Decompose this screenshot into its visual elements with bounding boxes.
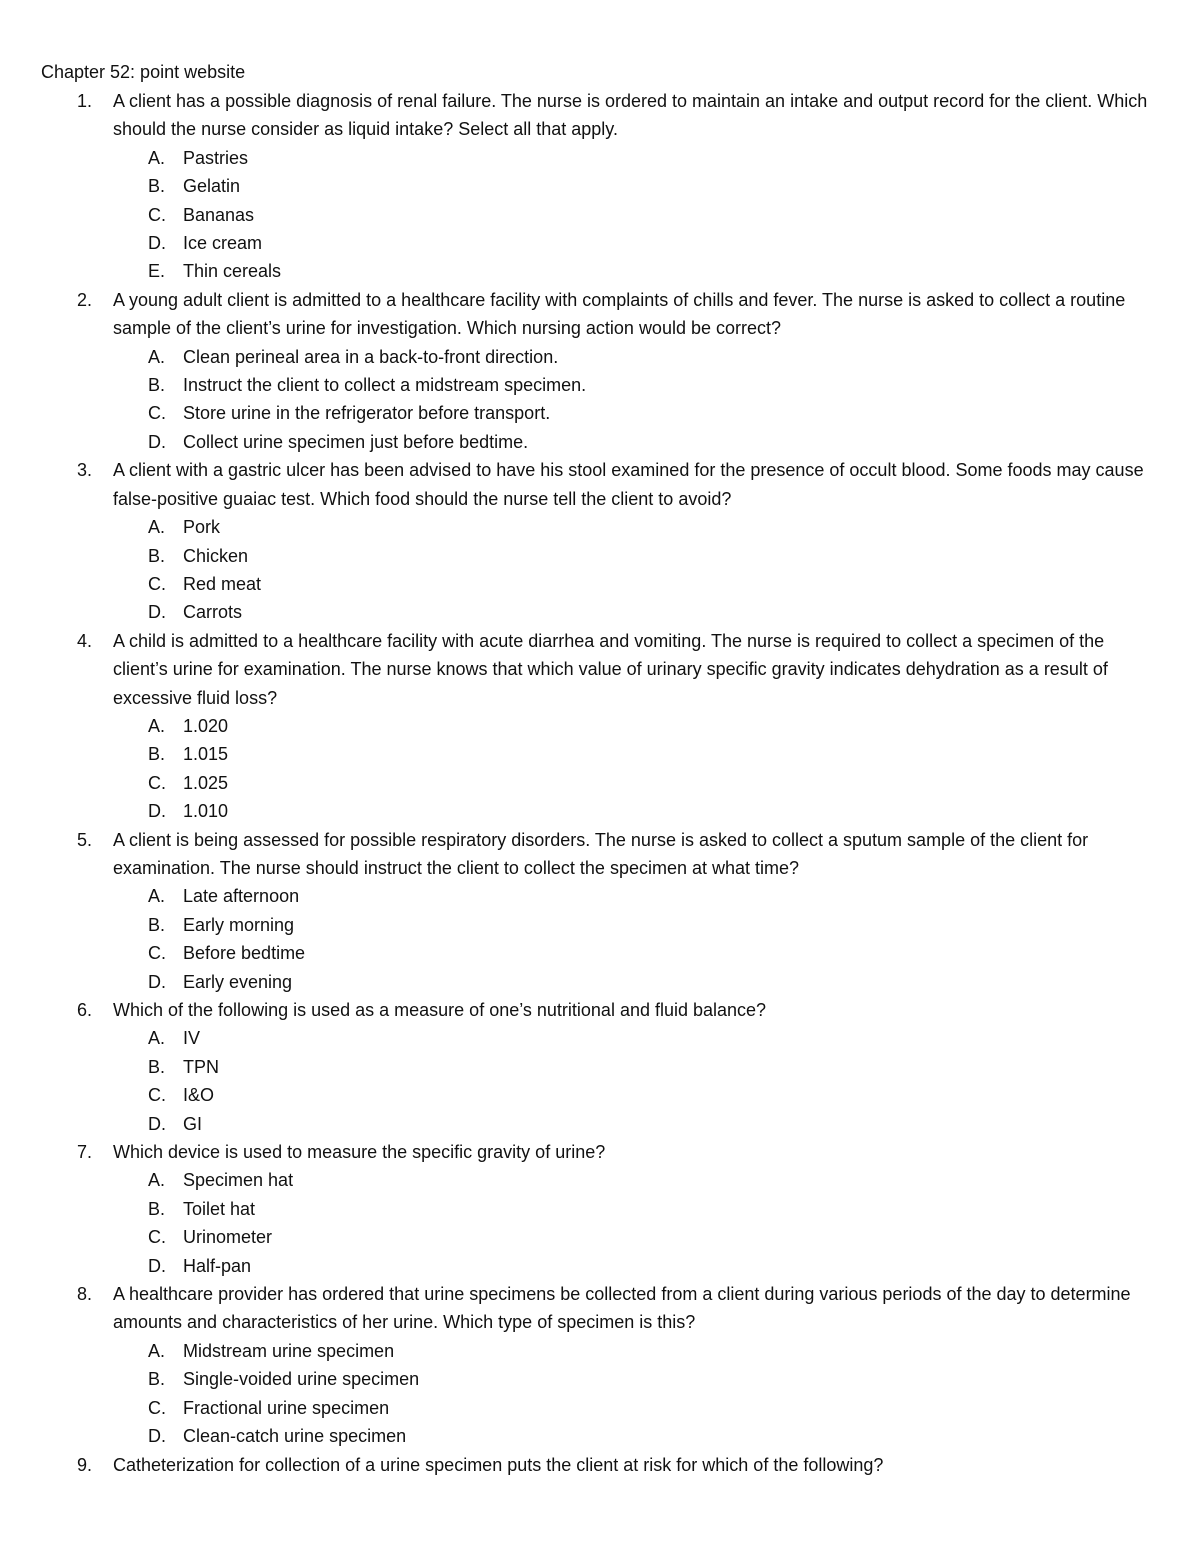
option-list (113, 1024, 1160, 1138)
option-letter: C. (148, 772, 166, 793)
option-list (113, 343, 1160, 457)
option-text: TPN (183, 1056, 219, 1077)
answer-option (113, 201, 1160, 229)
option-text: Midstream urine specimen (183, 1340, 395, 1361)
option-letter: B. (148, 1198, 166, 1219)
option-list (113, 1337, 1160, 1451)
option-letter: C. (148, 204, 166, 225)
option-letter: C. (148, 943, 166, 964)
question-number: 1. (77, 91, 93, 111)
answer-option (113, 1252, 1160, 1280)
option-text: Collect urine specimen just before bedtime. (183, 431, 529, 452)
option-text: Pork (183, 517, 221, 538)
answer-option (113, 1337, 1160, 1365)
option-text: Early morning (183, 914, 295, 935)
option-letter: D. (148, 971, 166, 992)
question-text: Which of the following is used as a measure of one’s nutritional and fluid balance? (113, 1000, 767, 1020)
option-text: Carrots (183, 602, 243, 623)
answer-option (113, 911, 1160, 939)
question-number: 4. (77, 630, 93, 651)
option-letter: E. (148, 261, 166, 282)
option-letter: B. (148, 545, 166, 566)
option-letter: C. (148, 403, 166, 424)
option-text: Toilet hat (183, 1198, 256, 1219)
answer-option (113, 1110, 1160, 1138)
answer-option (113, 598, 1160, 626)
answer-option (113, 229, 1160, 257)
option-text: Urinometer (183, 1227, 273, 1248)
option-text: Fractional urine specimen (183, 1397, 390, 1418)
option-letter: A. (148, 1170, 166, 1191)
answer-option (113, 1394, 1160, 1422)
question-item (41, 286, 1160, 456)
option-text: Instruct the client to collect a midstream specimen. (183, 375, 587, 396)
option-text: Clean perineal area in a back-to-front direction. (183, 346, 559, 367)
answer-option (113, 797, 1160, 825)
option-letter: B. (148, 375, 166, 396)
answer-option (113, 740, 1160, 768)
option-list (113, 712, 1160, 826)
option-letter: B. (148, 1056, 166, 1077)
answer-option (113, 712, 1160, 740)
answer-option (113, 769, 1160, 797)
option-text: 1.015 (183, 744, 229, 765)
option-letter: D. (148, 233, 166, 254)
question-text: Catheterization for collection of a urine specimen puts the client at risk for which of the following? (113, 1454, 884, 1475)
answer-option (113, 343, 1160, 371)
question-text: A client with a gastric ulcer has been advised to have his stool examined for the presence of occult blood. Some foods may cause false-positive guaiac test. Which food should the nurse tell the client to avoid? (113, 460, 1144, 509)
question-text: A young adult client is admitted to a healthcare facility with complaints of chills and fever. The nurse is asked to collect a routine sample of the client’s urine for investigation. Which nursing action would be correct? (113, 289, 1126, 339)
question-text: A healthcare provider has ordered that urine specimens be collected from a client during various periods of the day to determine amounts and characteristics of her urine. Which type of specimen is this? (113, 1284, 1131, 1333)
option-list (113, 882, 1160, 996)
option-list (113, 144, 1160, 286)
option-letter: B. (148, 1369, 166, 1390)
option-text: Gelatin (183, 176, 241, 197)
answer-option (113, 371, 1160, 399)
page-title: Chapter 52: point website (41, 62, 246, 82)
answer-option (113, 1365, 1160, 1393)
option-list (113, 1166, 1160, 1280)
answer-option (113, 939, 1160, 967)
option-text: Red meat (183, 573, 262, 594)
answer-option (113, 513, 1160, 541)
question-item (41, 627, 1160, 826)
question-number: 2. (77, 289, 93, 310)
question-text: Which device is used to measure the specific gravity of urine? (113, 1142, 606, 1163)
question-item (41, 1138, 1160, 1280)
option-text: I&O (183, 1085, 215, 1106)
question-item (41, 826, 1160, 996)
option-text: Ice cream (183, 233, 263, 254)
option-letter: C. (148, 573, 166, 594)
answer-option (113, 1024, 1160, 1052)
question-list (41, 87, 1160, 1479)
option-text: Pastries (183, 147, 249, 168)
option-text: GI (183, 1113, 203, 1134)
answer-option (113, 882, 1160, 910)
option-text: 1.020 (183, 715, 229, 736)
option-letter: A. (148, 147, 166, 168)
option-text: 1.025 (183, 772, 229, 793)
question-number: 6. (77, 1000, 93, 1020)
question-number: 3. (77, 460, 93, 481)
option-text: Single-voided urine specimen (183, 1369, 420, 1390)
question-number: 5. (77, 829, 93, 850)
question-number: 9. (77, 1454, 93, 1475)
option-letter: D. (148, 431, 166, 452)
option-text: Chicken (183, 545, 249, 566)
option-letter: B. (148, 176, 166, 197)
option-text: Half-pan (183, 1255, 252, 1276)
option-text: Early evening (183, 971, 293, 992)
answer-option (113, 1195, 1160, 1223)
question-item (41, 1451, 1160, 1479)
option-letter: D. (148, 1255, 166, 1276)
option-letter: D. (148, 801, 166, 822)
option-text: Before bedtime (183, 943, 306, 964)
option-letter: A. (148, 1028, 166, 1049)
question-item (41, 1280, 1160, 1450)
question-item (41, 456, 1160, 626)
answer-option (113, 968, 1160, 996)
answer-option (113, 1422, 1160, 1450)
answer-option (113, 428, 1160, 456)
option-letter: C. (148, 1085, 166, 1106)
answer-option (113, 1166, 1160, 1194)
option-letter: D. (148, 1113, 166, 1134)
option-letter: A. (148, 346, 166, 367)
answer-option (113, 1223, 1160, 1251)
option-text: Thin cereals (183, 261, 282, 282)
option-text: Bananas (183, 204, 255, 225)
question-text: A client has a possible diagnosis of renal failure. The nurse is ordered to maintain an intake and output record for the client. Which should the nurse consider as liquid intake? Select all that apply. (113, 91, 1148, 140)
answer-option (113, 172, 1160, 200)
answer-option (113, 570, 1160, 598)
option-letter: B. (148, 914, 166, 935)
option-letter: A. (148, 886, 166, 907)
option-letter: C. (148, 1397, 166, 1418)
answer-option (113, 144, 1160, 172)
option-letter: A. (148, 715, 166, 736)
option-text: Late afternoon (183, 886, 300, 907)
option-text: Specimen hat (183, 1170, 294, 1191)
option-text: Store urine in the refrigerator before transport. (183, 403, 551, 424)
question-item (41, 996, 1160, 1138)
answer-option (113, 542, 1160, 570)
question-text: A child is admitted to a healthcare facility with acute diarrhea and vomiting. The nurse is required to collect a specimen of the client’s urine for examination. The nurse knows that which value of urinary specific gravity indicates dehydration as a result of excessive fluid loss? (113, 630, 1108, 708)
option-letter: A. (148, 517, 166, 538)
answer-option (113, 1053, 1160, 1081)
option-text: Clean-catch urine specimen (183, 1426, 407, 1447)
option-letter: B. (148, 744, 166, 765)
answer-option (113, 257, 1160, 285)
option-letter: C. (148, 1227, 166, 1248)
answer-option (113, 1081, 1160, 1109)
question-number: 8. (77, 1284, 93, 1305)
option-text: 1.010 (183, 801, 229, 822)
question-item (41, 87, 1160, 286)
question-text: A client is being assessed for possible respiratory disorders. The nurse is asked to collect a sputum sample of the client for examination. The nurse should instruct the client to collect the specimen at what time? (113, 829, 1089, 878)
option-letter: D. (148, 1426, 166, 1447)
option-letter: D. (148, 602, 166, 623)
option-letter: A. (148, 1340, 166, 1361)
answer-option (113, 399, 1160, 427)
question-number: 7. (77, 1142, 93, 1163)
option-text: IV (183, 1028, 201, 1049)
option-list (113, 513, 1160, 627)
